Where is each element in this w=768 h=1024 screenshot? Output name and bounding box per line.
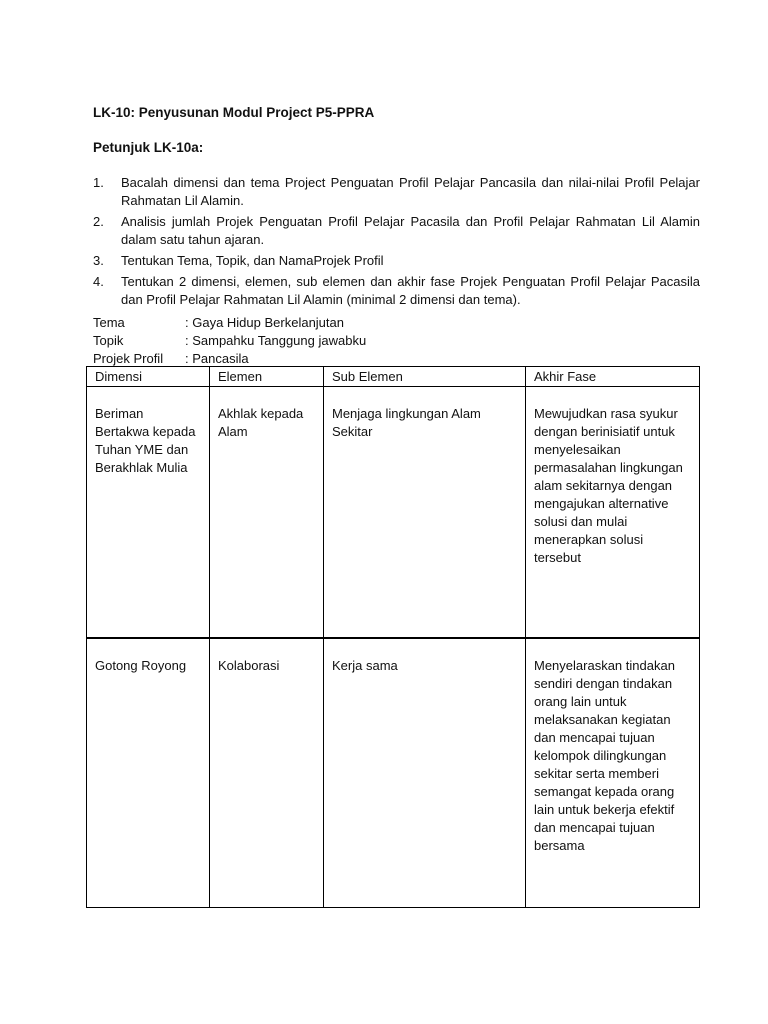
table-row [87,638,700,908]
meta-value: : Sampahku Tanggung jawabku [185,333,367,348]
meta-row-topik [93,332,366,350]
column-header-sub-elemen: Sub Elemen [324,367,526,387]
instructions-heading: Petunjuk LK-10a: [93,140,204,155]
instruction-number: 2. [93,214,104,229]
cell-akhir-fase: Mewujudkan rasa syukur dengan berinisiatif untuk menyelesaikan permasalahan lingkungan alam sekitarnya dengan mengajukan alternative solusi dan mulai menerapkan solusi tersebut [526,387,700,639]
instruction-item [93,273,700,309]
instruction-number: 1. [93,175,104,190]
meta-label: Projek Profil [93,351,164,366]
project-meta [93,314,366,368]
document-title: LK-10: Penyusunan Modul Project P5-PPRA [93,105,375,120]
table-row [87,387,700,639]
cell-elemen: Kolaborasi [210,638,324,908]
column-header-dimensi: Dimensi [87,367,210,387]
table-header-row [87,367,700,387]
instruction-text: Tentukan 2 dimensi, elemen, sub elemen dan akhir fase Projek Penguatan Profil Pelajar Pacasila dan Profil Pelajar Rahmatan Lil Alamin (minimal 2 dimensi dan tema). [121,274,700,307]
cell-sub-elemen: Kerja sama [324,638,526,908]
instruction-list [93,174,700,312]
instruction-item [93,252,700,270]
meta-label: Topik [93,333,124,348]
instruction-number: 3. [93,253,104,268]
column-header-akhir-fase: Akhir Fase [526,367,700,387]
instruction-text: Tentukan Tema, Topik, dan NamaProjek Profil [121,253,384,268]
meta-value: : Gaya Hidup Berkelanjutan [185,315,344,330]
column-header-elemen: Elemen [210,367,324,387]
cell-dimensi: Gotong Royong [87,638,210,908]
cell-akhir-fase: Menyelaraskan tindakan sendiri dengan tindakan orang lain untuk melaksanakan kegiatan dan mencapai tujuan kelompok dilingkungan sekitar serta memberi semangat kepada orang lain untuk bekerja efektif dan mencapai tujuan bersama [526,638,700,908]
meta-label: Tema [93,315,125,330]
instruction-text: Bacalah dimensi dan tema Project Penguatan Profil Pelajar Pancasila dan nilai-nilai Profil Pelajar Rahmatan Lil Alamin. [121,175,700,208]
cell-elemen: Akhlak kepada Alam [210,387,324,639]
cell-dimensi: Beriman Bertakwa kepada Tuhan YME dan Berakhlak Mulia [87,387,210,639]
instruction-item [93,213,700,249]
instruction-number: 4. [93,274,104,289]
meta-row-tema [93,314,366,332]
cell-sub-elemen: Menjaga lingkungan Alam Sekitar [324,387,526,639]
instruction-text: Analisis jumlah Projek Penguatan Profil Pelajar Pacasila dan Profil Pelajar Rahmatan Lil Alamin dalam satu tahun ajaran. [121,214,700,247]
modul-table [86,366,700,908]
meta-value: : Pancasila [185,351,249,366]
instruction-item [93,174,700,210]
